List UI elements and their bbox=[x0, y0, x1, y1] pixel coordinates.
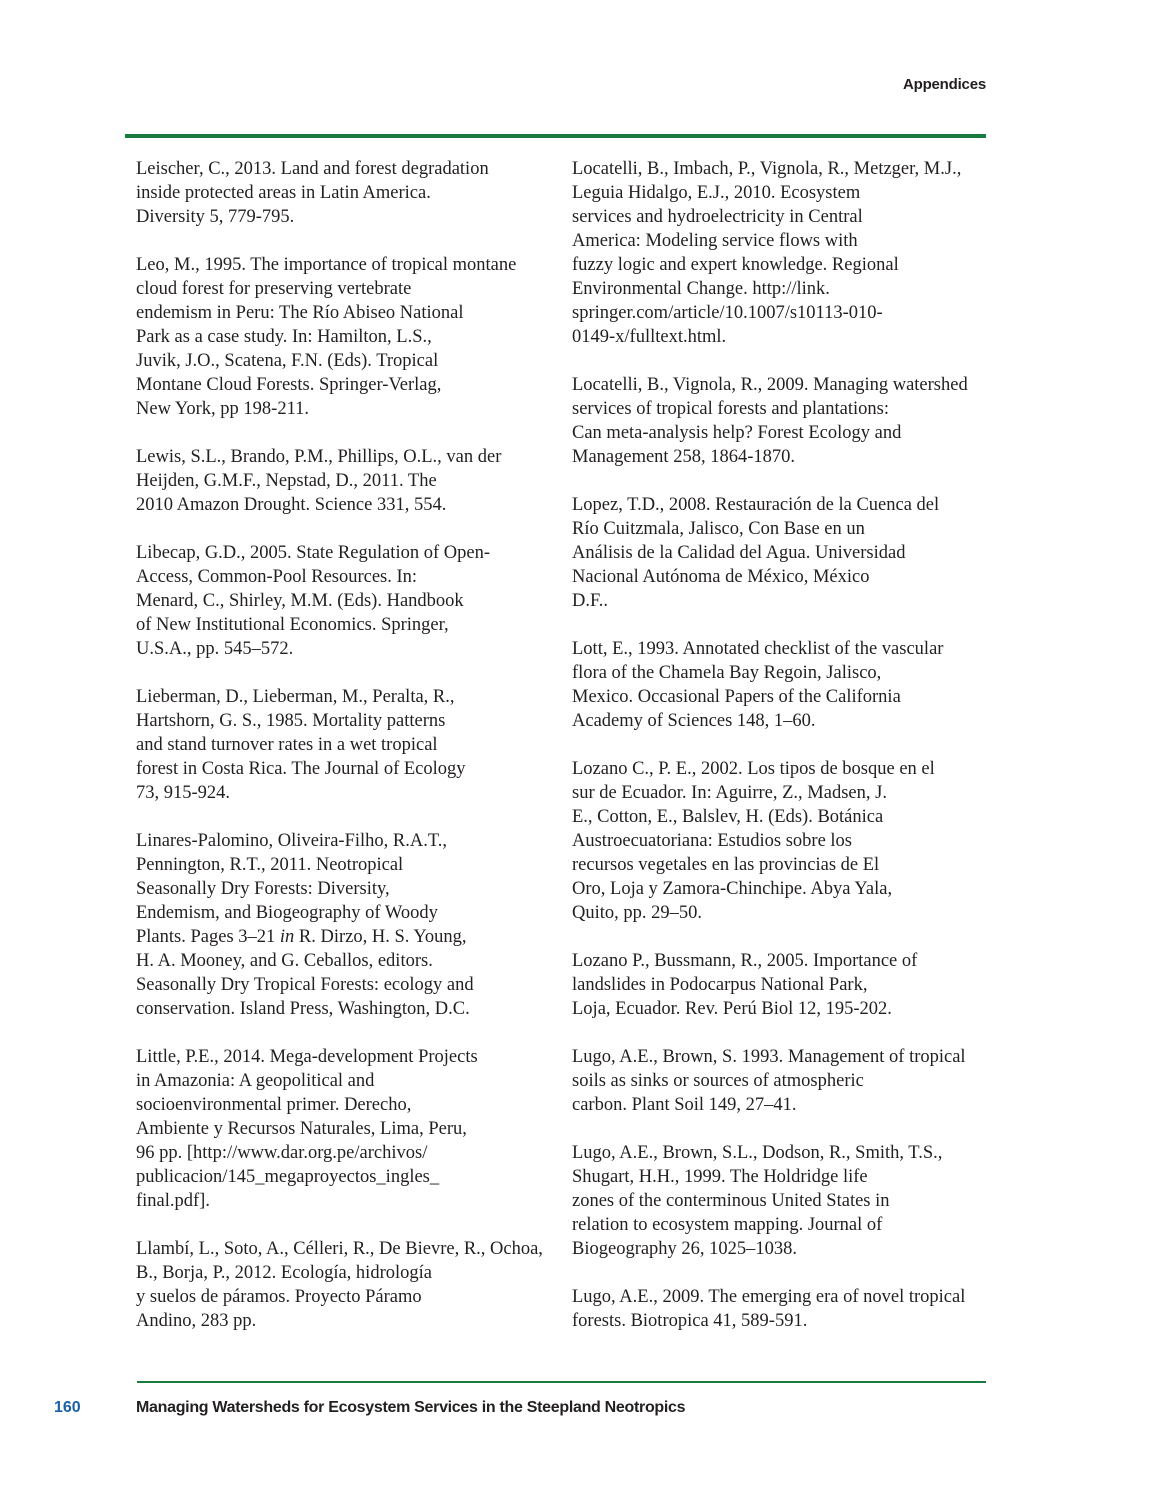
reference-line: cloud forest for preserving vertebrate bbox=[136, 279, 412, 299]
reference-line: Hartshorn, G. S., 1985. Mortality patterns bbox=[136, 711, 446, 731]
reference-line: Pennington, R.T., 2011. Neotropical bbox=[136, 855, 404, 875]
reference-line: services of tropical forests and plantations: bbox=[572, 399, 889, 419]
reference-entry bbox=[572, 493, 990, 613]
reference-line: Austroecuatoriana: Estudios sobre los bbox=[572, 831, 853, 851]
reference-line: U.S.A., pp. 545–572. bbox=[136, 639, 294, 659]
reference-entry bbox=[136, 253, 556, 421]
reference-line: Access, Common-Pool Resources. In: bbox=[136, 567, 418, 587]
reference-column-right bbox=[572, 157, 990, 1357]
reference-line: New York, pp 198-211. bbox=[136, 399, 310, 419]
reference-column-left bbox=[136, 157, 556, 1357]
book-title: Managing Watersheds for Ecosystem Services in the Steepland Neotropics bbox=[136, 1399, 686, 1416]
reference-entry bbox=[572, 157, 990, 349]
reference-line: soils as sinks or sources of atmospheric bbox=[572, 1071, 864, 1091]
reference-line: Río Cuitzmala, Jalisco, Con Base en un bbox=[572, 519, 865, 539]
reference-entry bbox=[136, 157, 556, 229]
reference-entry bbox=[572, 637, 990, 733]
reference-line: B., Borja, P., 2012. Ecología, hidrología bbox=[136, 1263, 432, 1283]
running-header: Appendices bbox=[902, 76, 986, 93]
reference-line: forests. Biotropica 41, 589-591. bbox=[572, 1311, 808, 1331]
reference-line: Can meta-analysis help? Forest Ecology and bbox=[572, 423, 902, 443]
reference-line: Quito, pp. 29–50. bbox=[572, 903, 703, 923]
reference-line: Oro, Loja y Zamora-Chinchipe. Abya Yala, bbox=[572, 879, 893, 899]
reference-line: springer.com/article/10.1007/s10113-010- bbox=[572, 303, 883, 323]
reference-line: carbon. Plant Soil 149, 27–41. bbox=[572, 1095, 797, 1115]
reference-line: and stand turnover rates in a wet tropical bbox=[136, 735, 438, 755]
reference-line: E., Cotton, E., Balslev, H. (Eds). Botánica bbox=[572, 807, 884, 827]
reference-line: Diversity 5, 779-795. bbox=[136, 207, 295, 227]
reference-line: flora of the Chamela Bay Regoin, Jalisco, bbox=[572, 663, 882, 683]
reference-line: Lozano C., P. E., 2002. Los tipos de bosque en el bbox=[572, 759, 935, 779]
reference-line: zones of the conterminous United States in bbox=[572, 1191, 890, 1211]
reference-line: Lugo, A.E., Brown, S.L., Dodson, R., Smith, T.S., bbox=[572, 1143, 943, 1163]
reference-line: forest in Costa Rica. The Journal of Ecology bbox=[136, 759, 466, 779]
reference-line: Lugo, A.E., 2009. The emerging era of novel tropical bbox=[572, 1287, 966, 1307]
reference-line: Leguia Hidalgo, E.J., 2010. Ecosystem bbox=[572, 183, 861, 203]
reference-line: 96 pp. [http://www.dar.org.pe/archivos/ bbox=[136, 1143, 428, 1163]
reference-entry bbox=[572, 949, 990, 1021]
reference-line: 0149-x/fulltext.html. bbox=[572, 327, 727, 347]
bottom-rule bbox=[137, 1381, 986, 1383]
reference-line: 2010 Amazon Drought. Science 331, 554. bbox=[136, 495, 447, 515]
reference-line: conservation. Island Press, Washington, D.C. bbox=[136, 999, 470, 1019]
reference-line: recursos vegetales en las provincias de El bbox=[572, 855, 880, 875]
top-rule bbox=[125, 134, 986, 138]
reference-line: of New Institutional Economics. Springer, bbox=[136, 615, 449, 635]
reference-entry bbox=[136, 829, 556, 1021]
reference-line: socioenvironmental primer. Derecho, bbox=[136, 1095, 412, 1115]
reference-line: Locatelli, B., Vignola, R., 2009. Managing watershed bbox=[572, 375, 968, 395]
reference-line: publicacion/145_megaproyectos_ingles_ bbox=[136, 1167, 440, 1187]
reference-line: Menard, C., Shirley, M.M. (Eds). Handbook bbox=[136, 591, 464, 611]
reference-line: Mexico. Occasional Papers of the California bbox=[572, 687, 901, 707]
reference-entry bbox=[136, 445, 556, 517]
reference-line: Environmental Change. http://link. bbox=[572, 279, 830, 299]
reference-entry bbox=[572, 757, 990, 925]
reference-line: Lieberman, D., Lieberman, M., Peralta, R., bbox=[136, 687, 455, 707]
reference-line: y suelos de páramos. Proyecto Páramo bbox=[136, 1287, 422, 1307]
page-number: 160 bbox=[54, 1399, 81, 1416]
reference-line: services and hydroelectricity in Central bbox=[572, 207, 863, 227]
reference-line: Montane Cloud Forests. Springer-Verlag, bbox=[136, 375, 442, 395]
reference-entry bbox=[136, 541, 556, 661]
reference-line: Linares-Palomino, Oliveira-Filho, R.A.T., bbox=[136, 831, 448, 851]
reference-entry bbox=[572, 373, 990, 469]
reference-line: Análisis de la Calidad del Agua. Universidad bbox=[572, 543, 906, 563]
reference-line: Seasonally Dry Forests: Diversity, bbox=[136, 879, 390, 899]
reference-line: Biogeography 26, 1025–1038. bbox=[572, 1239, 798, 1259]
reference-line: Lozano P., Bussmann, R., 2005. Importance of bbox=[572, 951, 918, 971]
reference-line: Lott, E., 1993. Annotated checklist of the vascular bbox=[572, 639, 944, 659]
reference-line: Ambiente y Recursos Naturales, Lima, Peru, bbox=[136, 1119, 467, 1139]
reference-line: Lopez, T.D., 2008. Restauración de la Cuenca del bbox=[572, 495, 940, 515]
reference-line: Little, P.E., 2014. Mega-development Projects bbox=[136, 1047, 478, 1067]
reference-line: in Amazonia: A geopolitical and bbox=[136, 1071, 375, 1091]
reference-line: Academy of Sciences 148, 1–60. bbox=[572, 711, 816, 731]
reference-line: Juvik, J.O., Scatena, F.N. (Eds). Tropical bbox=[136, 351, 439, 371]
reference-line: Plants. Pages 3–21 in R. Dirzo, H. S. Young, bbox=[136, 927, 467, 947]
reference-entry bbox=[572, 1285, 990, 1333]
reference-entry bbox=[136, 1045, 556, 1213]
reference-line: Lugo, A.E., Brown, S. 1993. Management of tropical bbox=[572, 1047, 966, 1067]
reference-line: 73, 915-924. bbox=[136, 783, 231, 803]
reference-entry bbox=[572, 1045, 990, 1117]
reference-entry bbox=[136, 1237, 556, 1333]
reference-line: Leischer, C., 2013. Land and forest degradation bbox=[136, 159, 489, 179]
reference-line: Park as a case study. In: Hamilton, L.S., bbox=[136, 327, 432, 347]
reference-line: Management 258, 1864-1870. bbox=[572, 447, 795, 467]
reference-line: Seasonally Dry Tropical Forests: ecology and bbox=[136, 975, 474, 995]
reference-line: Lewis, S.L., Brando, P.M., Phillips, O.L., van der bbox=[136, 447, 502, 467]
reference-line: Heijden, G.M.F., Nepstad, D., 2011. The bbox=[136, 471, 437, 491]
reference-line: Libecap, G.D., 2005. State Regulation of Open- bbox=[136, 543, 490, 563]
reference-entry bbox=[572, 1141, 990, 1261]
reference-line: Shugart, H.H., 1999. The Holdridge life bbox=[572, 1167, 868, 1187]
reference-line: D.F.. bbox=[572, 591, 609, 611]
reference-line: America: Modeling service flows with bbox=[572, 231, 858, 251]
reference-line: inside protected areas in Latin America. bbox=[136, 183, 431, 203]
reference-line: landslides in Podocarpus National Park, bbox=[572, 975, 868, 995]
reference-line: relation to ecosystem mapping. Journal of bbox=[572, 1215, 883, 1235]
reference-line: Llambí, L., Soto, A., Célleri, R., De Bievre, R., Ochoa, bbox=[136, 1239, 543, 1259]
reference-line: Nacional Autónoma de México, México bbox=[572, 567, 870, 587]
reference-line: endemism in Peru: The Río Abiseo National bbox=[136, 303, 464, 323]
reference-line: Locatelli, B., Imbach, P., Vignola, R., Metzger, M.J., bbox=[572, 159, 962, 179]
reference-line: Endemism, and Biogeography of Woody bbox=[136, 903, 438, 923]
reference-line: Leo, M., 1995. The importance of tropical montane bbox=[136, 255, 517, 275]
reference-line: Andino, 283 pp. bbox=[136, 1311, 257, 1331]
reference-line: H. A. Mooney, and G. Ceballos, editors. bbox=[136, 951, 433, 971]
reference-entry bbox=[136, 685, 556, 805]
reference-line: fuzzy logic and expert knowledge. Regional bbox=[572, 255, 899, 275]
reference-line: Loja, Ecuador. Rev. Perú Biol 12, 195-202. bbox=[572, 999, 892, 1019]
reference-line: final.pdf]. bbox=[136, 1191, 210, 1211]
reference-line: sur de Ecuador. In: Aguirre, Z., Madsen, J. bbox=[572, 783, 887, 803]
